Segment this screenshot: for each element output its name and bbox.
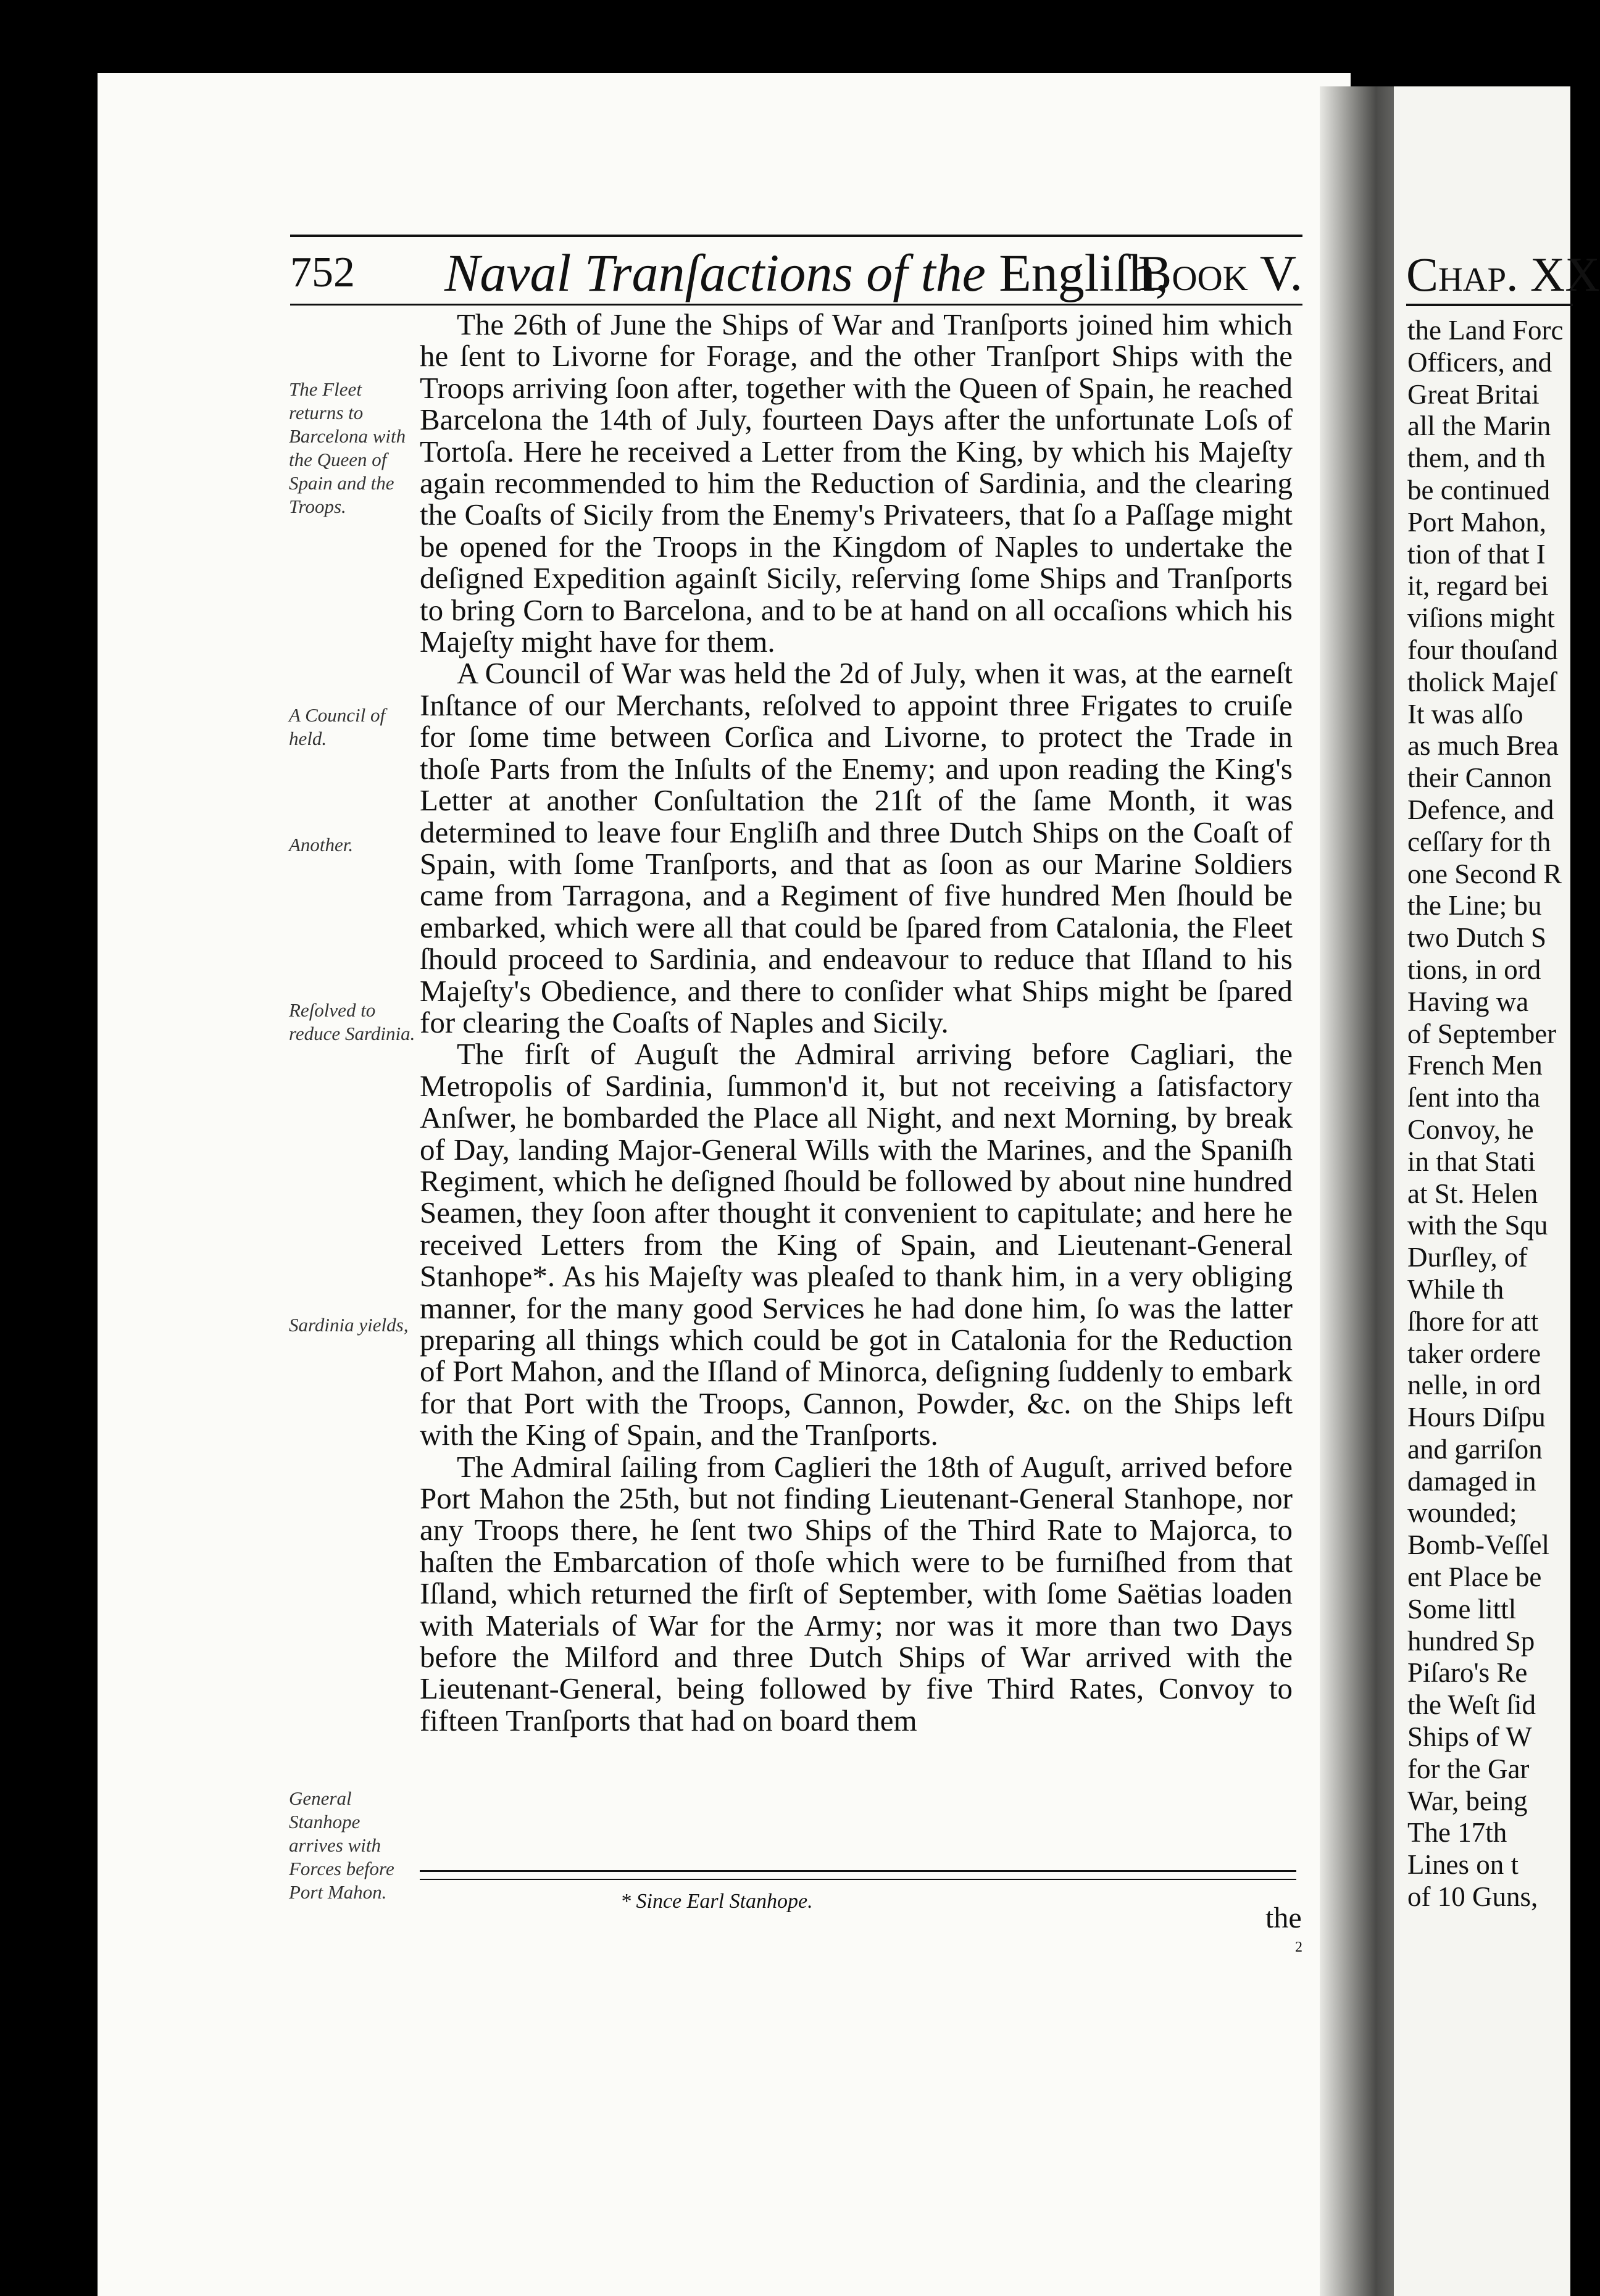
margin-note-resolved: Reſolved to reduce Sardinia. xyxy=(289,999,415,1044)
facing-page-line: in that Stati xyxy=(1407,1146,1536,1177)
facing-page-line: Hours Diſpu xyxy=(1407,1402,1546,1433)
facing-page-line: all the Marin xyxy=(1407,410,1551,442)
facing-page-line: of September xyxy=(1407,1018,1557,1049)
running-title-italic: Naval Tranſactions of the xyxy=(444,243,986,302)
facing-page-line: them, and th xyxy=(1407,443,1546,474)
facing-page-line: viſions might xyxy=(1407,602,1555,634)
facing-page-line: Piſaro's Re xyxy=(1407,1657,1528,1689)
facing-page-line: of 10 Guns, xyxy=(1407,1881,1538,1913)
facing-page-line: hundred Sp xyxy=(1407,1625,1535,1657)
facing-page-line: two Dutch S xyxy=(1407,922,1546,954)
facing-page-line: tholick Majeſ xyxy=(1407,666,1557,697)
facing-page-line: at St. Helen xyxy=(1407,1178,1538,1209)
header-double-rule xyxy=(290,304,1302,306)
book-gutter xyxy=(1320,86,1400,2296)
signature-mark: 2 xyxy=(1295,1939,1302,1955)
facing-page-header: Chap. XX xyxy=(1406,247,1600,301)
facing-page-line: nelle, in ord xyxy=(1407,1370,1541,1401)
margin-note-stanhope-arrives: General Stanhope arrives with Forces before Port Mahon. xyxy=(289,1787,394,1903)
facing-page-line: Lines on t xyxy=(1407,1849,1519,1881)
facing-page-line: one Second R xyxy=(1407,858,1562,889)
paragraph-2: A Council of War was held the 2d of July, when it was, at the earneſt Inſtance of our Merchants, reſolved to appoint three Frigates to cruiſe for ſome time between Corſica and Livorne, to protect the Trade in thoſe Parts from the Inſults of the Enemy; and upon reading the King's Letter at another Conſultation the 21ſt of the ſame Month, it was determined to leave four Engliſh and three Dutch Ships on the Coaſt of Spain, with ſome Tranſports, and that as ſoon as our Marine Soldiers came from Tarragona, and a Regiment of five hundred Men ſhould be embarked, which were all that could be ſpared from Catalonia, the Fleet ſhould proceed to Sardinia, and endeavour to reduce that Iſland to his Majeſty's Obedience, and there to conſider what Ships might be ſpared for clearing the Coaſts of Naples and Sicily. xyxy=(420,656,1293,1039)
facing-page-line: Bomb-Veſſel xyxy=(1407,1529,1549,1561)
facing-page-line: War, being xyxy=(1407,1785,1528,1816)
paragraph-4: The Admiral ſailing from Caglieri the 18th of Auguſt, arrived before Port Mahon the 25th, but not finding Lieutenant-General Stanhope, nor any Troops there, he ſent two Ships of the Third Rate to Majorca, to haſten the Embarcation of thoſe which were to be furniſhed from that Iſland, which returned the firſt of September, with ſome Saëtias loaden with Materials of War for the Army; nor was it more than two Days before the Milford and three Dutch Ships of War arrived with the Lieutenant-General, being followed by five Third Rates, Convoy to fifteen Tranſports that had on board them xyxy=(420,1449,1293,1737)
facing-page-line: Officers, and xyxy=(1407,346,1552,378)
facing-page-line: Defence, and xyxy=(1407,794,1554,825)
facing-page-line: the Line; bu xyxy=(1407,890,1542,921)
facing-page-line: for the Gar xyxy=(1407,1753,1530,1784)
facing-page-line: ent Place be xyxy=(1407,1562,1542,1593)
facing-page-line: It was alſo xyxy=(1407,698,1523,730)
book-label: Book V. xyxy=(1138,245,1302,301)
body-text xyxy=(420,309,1293,1736)
facing-page-line: damaged in xyxy=(1407,1465,1536,1497)
facing-page-line: Durſley, of xyxy=(1407,1242,1528,1273)
facing-page-line: wounded; xyxy=(1407,1497,1517,1529)
facing-page-line: four thouſand xyxy=(1407,634,1558,665)
facing-page-line: their Cannon xyxy=(1407,762,1552,794)
running-header xyxy=(290,235,1302,311)
margin-note-another: Another. xyxy=(289,834,354,855)
facing-page-line: tions, in ord xyxy=(1407,954,1541,985)
facing-page-line: tion of that I xyxy=(1407,538,1546,570)
footnote: * Since Earl Stanhope. xyxy=(620,1890,813,1913)
facing-page-line: with the Squ xyxy=(1407,1210,1548,1241)
facing-page-line: the Weſt ſid xyxy=(1407,1689,1536,1721)
facing-page-line: ceſſary for th xyxy=(1407,826,1551,857)
facing-page-line: French Men xyxy=(1407,1050,1543,1081)
margin-note-council: A Council of held. xyxy=(289,704,386,749)
facing-page-line: Port Mahon, xyxy=(1407,506,1546,538)
facing-page-text xyxy=(1407,315,1593,1913)
facing-page-line: it, regard bei xyxy=(1407,570,1549,602)
facing-page-line: as much Brea xyxy=(1407,730,1559,762)
facing-page-line: Ships of W xyxy=(1407,1721,1532,1753)
paragraph-3: The firſt of Auguſt the Admiral arriving before Cagliari, the Metropolis of Sardinia, ſummon'd it, but not receiving a ſatisfactory Anſwer, he bombarded the Place all Night, and next Morning, by break of Day, landing Major-General Wills with the Marines, and the Spaniſh Regiment, which he deſigned ſhould be followed by about nine hundred Seamen, they ſoon after thought it convenient to capitulate; and here he received Letters from the King of Spain, and Lieutenant-General Stanhope*. As his Majeſty was pleaſed to thank him, in a very obliging manner, for the many good Services he had done him, ſo was the latter preparing all things which could be got in Catalonia for the Reduction of Port Mahon, and the Iſland of Minorca, deſigning ſuddenly to embark for that Port with the Troops, Cannon, Powder, &c. on the Ships left with the King of Spain, and the Tranſports. xyxy=(420,1037,1293,1452)
facing-page-header-rule xyxy=(1406,304,1573,306)
facing-page-line: be continued xyxy=(1407,474,1551,505)
catchword: the xyxy=(1265,1902,1302,1934)
facing-page-line: While th xyxy=(1407,1273,1504,1305)
footnote-rule xyxy=(420,1870,1296,1872)
page-number: 752 xyxy=(290,249,355,296)
paragraph-1: The 26th of June the Ships of War and Tranſports joined him which he ſent to Livorne for Forage, and the other Tranſport Ships with the Troops arriving ſoon after, together with the Queen of Spain, he reached Barcelona the 14th of July, fourteen Days after the unfortunate Loſs of Tortoſa. Here he received a Letter from the King, by which his Majeſty again recommended to him the Reduction of Sardinia, and the clearing the Coaſts of Sicily from the Enemy's Privateers, that ſo a Paſſage might be opened for the Troops in the Kingdom of Naples to undertake the deſigned Expedition againſt Sicily, reſerving ſome Ships and Tranſports to bring Corn to Barcelona, and to be at hand on all occaſions which his Majeſty might have for them. xyxy=(420,307,1293,659)
facing-page-line: Some littl xyxy=(1407,1593,1517,1624)
facing-page-line: Having wa xyxy=(1407,986,1529,1017)
facing-page xyxy=(1394,86,1600,2296)
margin-note-sardinia-yields: Sardinia yields, xyxy=(289,1314,409,1336)
facing-page-line: Great Britai xyxy=(1407,378,1540,410)
running-title xyxy=(444,242,1169,304)
facing-page-line: Convoy, he xyxy=(1407,1113,1534,1145)
facing-page-line: ſent into tha xyxy=(1407,1082,1540,1113)
margin-note-fleet-returns: The Fleet returns to Barcelona with the Queen of Spain and the Troops. xyxy=(289,378,406,517)
facing-page-line: and garriſon xyxy=(1407,1433,1543,1465)
footnote-rule-secondary xyxy=(420,1879,1296,1880)
running-title-roman: Engliſh, xyxy=(985,243,1169,302)
facing-page-line: the Land Forc xyxy=(1407,315,1564,346)
facing-page-line: taker ordere xyxy=(1407,1337,1541,1369)
facing-page-line: The 17th xyxy=(1407,1817,1507,1849)
facing-page-line: ſhore for att xyxy=(1407,1305,1539,1337)
